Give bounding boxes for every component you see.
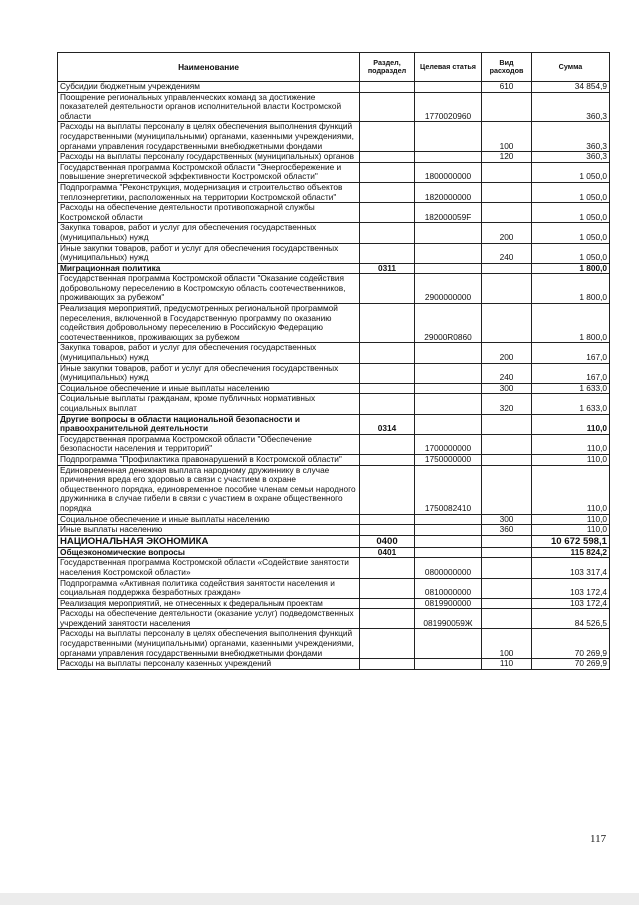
row-section bbox=[360, 629, 415, 659]
row-kind: 320 bbox=[482, 394, 532, 414]
row-kind: 100 bbox=[482, 122, 532, 152]
row-target bbox=[415, 82, 482, 93]
row-section bbox=[360, 82, 415, 93]
row-section bbox=[360, 454, 415, 465]
row-name: Другие вопросы в области национальной безопасности и правоохранительной деятельности bbox=[58, 414, 360, 434]
row-section bbox=[360, 465, 415, 514]
row-target: 182000059F bbox=[415, 203, 482, 223]
row-kind bbox=[482, 274, 532, 304]
table-row bbox=[58, 263, 610, 274]
row-sum: 1 050,0 bbox=[532, 223, 610, 243]
row-target: 1750000000 bbox=[415, 454, 482, 465]
table-row bbox=[58, 598, 610, 609]
row-target: 1750082410 bbox=[415, 465, 482, 514]
row-section bbox=[360, 434, 415, 454]
row-target bbox=[415, 547, 482, 558]
row-name: Подпрограмма «Активная политика содействия занятости населения и социальная поддержка безработных граждан» bbox=[58, 578, 360, 598]
row-section: 0314 bbox=[360, 414, 415, 434]
row-target: 29000R0860 bbox=[415, 304, 482, 343]
table-header-row bbox=[58, 53, 610, 82]
row-target bbox=[415, 343, 482, 363]
row-target: 0800000000 bbox=[415, 558, 482, 578]
row-sum: 1 800,0 bbox=[532, 274, 610, 304]
row-name: Государственная программа Костромской области «Содействие занятости населения Костромской области» bbox=[58, 558, 360, 578]
row-name: Реализация мероприятий, предусмотренных региональной программой переселения, включенной в Государственную программу по оказанию содействия добровольному переселению в Российскую Федерацию соотечественников, проживающих за рубежом bbox=[58, 304, 360, 343]
row-section bbox=[360, 394, 415, 414]
table-row bbox=[58, 629, 610, 659]
row-name: Расходы на выплаты персоналу в целях обеспечения выполнения функций государственными (муниципальными) органами, казенными учреждениями, органами управления государственными внебюджетными фондами bbox=[58, 629, 360, 659]
row-name: Расходы на выплаты персоналу казенных учреждений bbox=[58, 659, 360, 670]
row-section: 0400 bbox=[360, 535, 415, 547]
row-name: Реализация мероприятий, не отнесенных к федеральным проектам bbox=[58, 598, 360, 609]
row-kind: 300 bbox=[482, 383, 532, 394]
row-target: 1800000000 bbox=[415, 162, 482, 182]
row-name: Расходы на выплаты персоналу в целях обеспечения выполнения функций государственными (муниципальными) органами, казенными учреждениями, органами управления государственными внебюджетными фондами bbox=[58, 122, 360, 152]
table-row bbox=[58, 558, 610, 578]
row-sum: 110,0 bbox=[532, 454, 610, 465]
row-target: 1820000000 bbox=[415, 182, 482, 202]
row-section bbox=[360, 162, 415, 182]
row-name: Социальное обеспечение и иные выплаты населению bbox=[58, 383, 360, 394]
row-target bbox=[415, 414, 482, 434]
row-name: Расходы на обеспечение деятельности противопожарной службы Костромской области bbox=[58, 203, 360, 223]
row-target: 1700000000 bbox=[415, 434, 482, 454]
row-sum: 1 800,0 bbox=[532, 304, 610, 343]
row-sum: 70 269,9 bbox=[532, 659, 610, 670]
row-kind bbox=[482, 304, 532, 343]
row-target: 0810000000 bbox=[415, 578, 482, 598]
row-sum: 1 633,0 bbox=[532, 383, 610, 394]
row-sum: 360,3 bbox=[532, 122, 610, 152]
row-section bbox=[360, 558, 415, 578]
header-target: Целевая статья bbox=[415, 53, 482, 82]
row-sum: 360,3 bbox=[532, 92, 610, 122]
table-row bbox=[58, 535, 610, 547]
row-target bbox=[415, 122, 482, 152]
budget-table bbox=[57, 52, 610, 670]
row-section bbox=[360, 383, 415, 394]
row-sum: 70 269,9 bbox=[532, 629, 610, 659]
row-sum: 1 050,0 bbox=[532, 162, 610, 182]
row-sum: 110,0 bbox=[532, 465, 610, 514]
row-section bbox=[360, 525, 415, 536]
row-name: Подпрограмма "Реконструкция, модернизация и строительство объектов теплоэнергетики, расположенных на территории Костромской области" bbox=[58, 182, 360, 202]
table-row bbox=[58, 203, 610, 223]
row-section bbox=[360, 598, 415, 609]
row-target: 2900000000 bbox=[415, 274, 482, 304]
row-target bbox=[415, 263, 482, 274]
bottom-strip bbox=[0, 893, 639, 905]
row-name: Государственная программа Костромской области "Энергосбережение и повышение энергетической эффективности Костромской области" bbox=[58, 162, 360, 182]
row-kind bbox=[482, 535, 532, 547]
table-row bbox=[58, 182, 610, 202]
row-target bbox=[415, 394, 482, 414]
row-section bbox=[360, 514, 415, 525]
row-name: Закупка товаров, работ и услуг для обеспечения государственных (муниципальных) нужд bbox=[58, 223, 360, 243]
row-kind bbox=[482, 454, 532, 465]
row-section bbox=[360, 343, 415, 363]
row-kind bbox=[482, 434, 532, 454]
row-sum: 103 172,4 bbox=[532, 578, 610, 598]
row-section bbox=[360, 274, 415, 304]
row-kind bbox=[482, 598, 532, 609]
row-name: Расходы на обеспечение деятельности (оказание услуг) подведомственных учреждений занятости населения bbox=[58, 609, 360, 629]
row-sum: 110,0 bbox=[532, 514, 610, 525]
table-row bbox=[58, 414, 610, 434]
table-row bbox=[58, 465, 610, 514]
header-kind: Вид расходов bbox=[482, 53, 532, 82]
row-sum: 1 800,0 bbox=[532, 263, 610, 274]
table-row bbox=[58, 92, 610, 122]
row-sum: 84 526,5 bbox=[532, 609, 610, 629]
row-section bbox=[360, 182, 415, 202]
row-name: Иные выплаты населению bbox=[58, 525, 360, 536]
row-name: Общеэкономические вопросы bbox=[58, 547, 360, 558]
row-section bbox=[360, 243, 415, 263]
row-name: Единовременная денежная выплата народному дружиннику в случае причинения вреда его здоровью в связи с участием в охране общественного порядка, единовременное пособие членам семьи народного дружинника в случае гибели в связи с участием в охране общественного порядка bbox=[58, 465, 360, 514]
table-row bbox=[58, 547, 610, 558]
row-name: Социальное обеспечение и иные выплаты населению bbox=[58, 514, 360, 525]
row-sum: 167,0 bbox=[532, 343, 610, 363]
row-kind: 610 bbox=[482, 82, 532, 93]
row-kind bbox=[482, 92, 532, 122]
table-row bbox=[58, 659, 610, 670]
header-sum: Сумма bbox=[532, 53, 610, 82]
row-target bbox=[415, 383, 482, 394]
row-section bbox=[360, 578, 415, 598]
row-kind bbox=[482, 547, 532, 558]
row-kind bbox=[482, 182, 532, 202]
row-sum: 1 050,0 bbox=[532, 243, 610, 263]
row-kind bbox=[482, 558, 532, 578]
row-target: 0819900000 bbox=[415, 598, 482, 609]
page-number: 117 bbox=[590, 833, 607, 845]
row-name: Субсидии бюджетным учреждениям bbox=[58, 82, 360, 93]
table-row bbox=[58, 578, 610, 598]
row-kind: 360 bbox=[482, 525, 532, 536]
table-row bbox=[58, 363, 610, 383]
row-sum: 103 317,4 bbox=[532, 558, 610, 578]
row-kind: 120 bbox=[482, 152, 532, 163]
row-target bbox=[415, 535, 482, 547]
row-target bbox=[415, 243, 482, 263]
row-sum: 110,0 bbox=[532, 434, 610, 454]
row-target bbox=[415, 659, 482, 670]
row-sum: 167,0 bbox=[532, 363, 610, 383]
row-name: Поощрение региональных управленческих команд за достижение показателей деятельности органов исполнительной власти Костромской области bbox=[58, 92, 360, 122]
table-row bbox=[58, 454, 610, 465]
row-sum: 10 672 598,1 bbox=[532, 535, 610, 547]
table-row bbox=[58, 223, 610, 243]
row-kind: 100 bbox=[482, 629, 532, 659]
row-name: НАЦИОНАЛЬНАЯ ЭКОНОМИКА bbox=[58, 535, 360, 547]
row-kind: 200 bbox=[482, 223, 532, 243]
row-kind: 240 bbox=[482, 243, 532, 263]
row-target bbox=[415, 152, 482, 163]
table-row bbox=[58, 152, 610, 163]
table-row bbox=[58, 304, 610, 343]
row-target: 081990059Ж bbox=[415, 609, 482, 629]
row-sum: 110,0 bbox=[532, 414, 610, 434]
table-row bbox=[58, 434, 610, 454]
row-kind bbox=[482, 414, 532, 434]
table-row bbox=[58, 122, 610, 152]
table-row bbox=[58, 343, 610, 363]
row-kind bbox=[482, 578, 532, 598]
row-section bbox=[360, 304, 415, 343]
row-section bbox=[360, 122, 415, 152]
row-name: Иные закупки товаров, работ и услуг для обеспечения государственных (муниципальных) нужд bbox=[58, 243, 360, 263]
table-row bbox=[58, 82, 610, 93]
row-section bbox=[360, 609, 415, 629]
row-sum: 34 854,9 bbox=[532, 82, 610, 93]
row-kind: 300 bbox=[482, 514, 532, 525]
row-section bbox=[360, 659, 415, 670]
row-section bbox=[360, 92, 415, 122]
row-kind: 110 bbox=[482, 659, 532, 670]
header-name: Наименование bbox=[58, 53, 360, 82]
table-row bbox=[58, 514, 610, 525]
row-target bbox=[415, 525, 482, 536]
row-name: Государственная программа Костромской области "Обеспечение безопасности населения и территорий" bbox=[58, 434, 360, 454]
row-name: Закупка товаров, работ и услуг для обеспечения государственных (муниципальных) нужд bbox=[58, 343, 360, 363]
row-sum: 1 050,0 bbox=[532, 203, 610, 223]
row-target bbox=[415, 363, 482, 383]
header-section: Раздел, подраздел bbox=[360, 53, 415, 82]
row-target bbox=[415, 514, 482, 525]
row-target bbox=[415, 223, 482, 243]
table-row bbox=[58, 525, 610, 536]
row-section bbox=[360, 203, 415, 223]
table-row bbox=[58, 383, 610, 394]
row-kind bbox=[482, 162, 532, 182]
row-kind: 240 bbox=[482, 363, 532, 383]
row-section bbox=[360, 363, 415, 383]
row-section: 0311 bbox=[360, 263, 415, 274]
row-sum: 1 633,0 bbox=[532, 394, 610, 414]
row-sum: 110,0 bbox=[532, 525, 610, 536]
row-name: Социальные выплаты гражданам, кроме публичных нормативных социальных выплат bbox=[58, 394, 360, 414]
table-row bbox=[58, 162, 610, 182]
row-kind bbox=[482, 203, 532, 223]
row-section bbox=[360, 152, 415, 163]
table-row bbox=[58, 243, 610, 263]
row-name: Миграционная политика bbox=[58, 263, 360, 274]
row-kind: 200 bbox=[482, 343, 532, 363]
row-sum: 360,3 bbox=[532, 152, 610, 163]
row-name: Государственная программа Костромской области "Оказание содействия добровольному переселению в Костромскую область соотечественников, проживающих за рубежом" bbox=[58, 274, 360, 304]
row-section bbox=[360, 223, 415, 243]
row-sum: 1 050,0 bbox=[532, 182, 610, 202]
row-name: Расходы на выплаты персоналу государственных (муниципальных) органов bbox=[58, 152, 360, 163]
row-sum: 115 824,2 bbox=[532, 547, 610, 558]
table-row bbox=[58, 274, 610, 304]
row-section: 0401 bbox=[360, 547, 415, 558]
row-name: Иные закупки товаров, работ и услуг для обеспечения государственных (муниципальных) нужд bbox=[58, 363, 360, 383]
row-kind bbox=[482, 609, 532, 629]
row-sum: 103 172,4 bbox=[532, 598, 610, 609]
row-target bbox=[415, 629, 482, 659]
row-name: Подпрограмма "Профилактика правонарушений в Костромской области" bbox=[58, 454, 360, 465]
table-row bbox=[58, 394, 610, 414]
row-kind bbox=[482, 465, 532, 514]
row-target: 1770020960 bbox=[415, 92, 482, 122]
table-row bbox=[58, 609, 610, 629]
row-kind bbox=[482, 263, 532, 274]
table-body bbox=[58, 82, 610, 670]
